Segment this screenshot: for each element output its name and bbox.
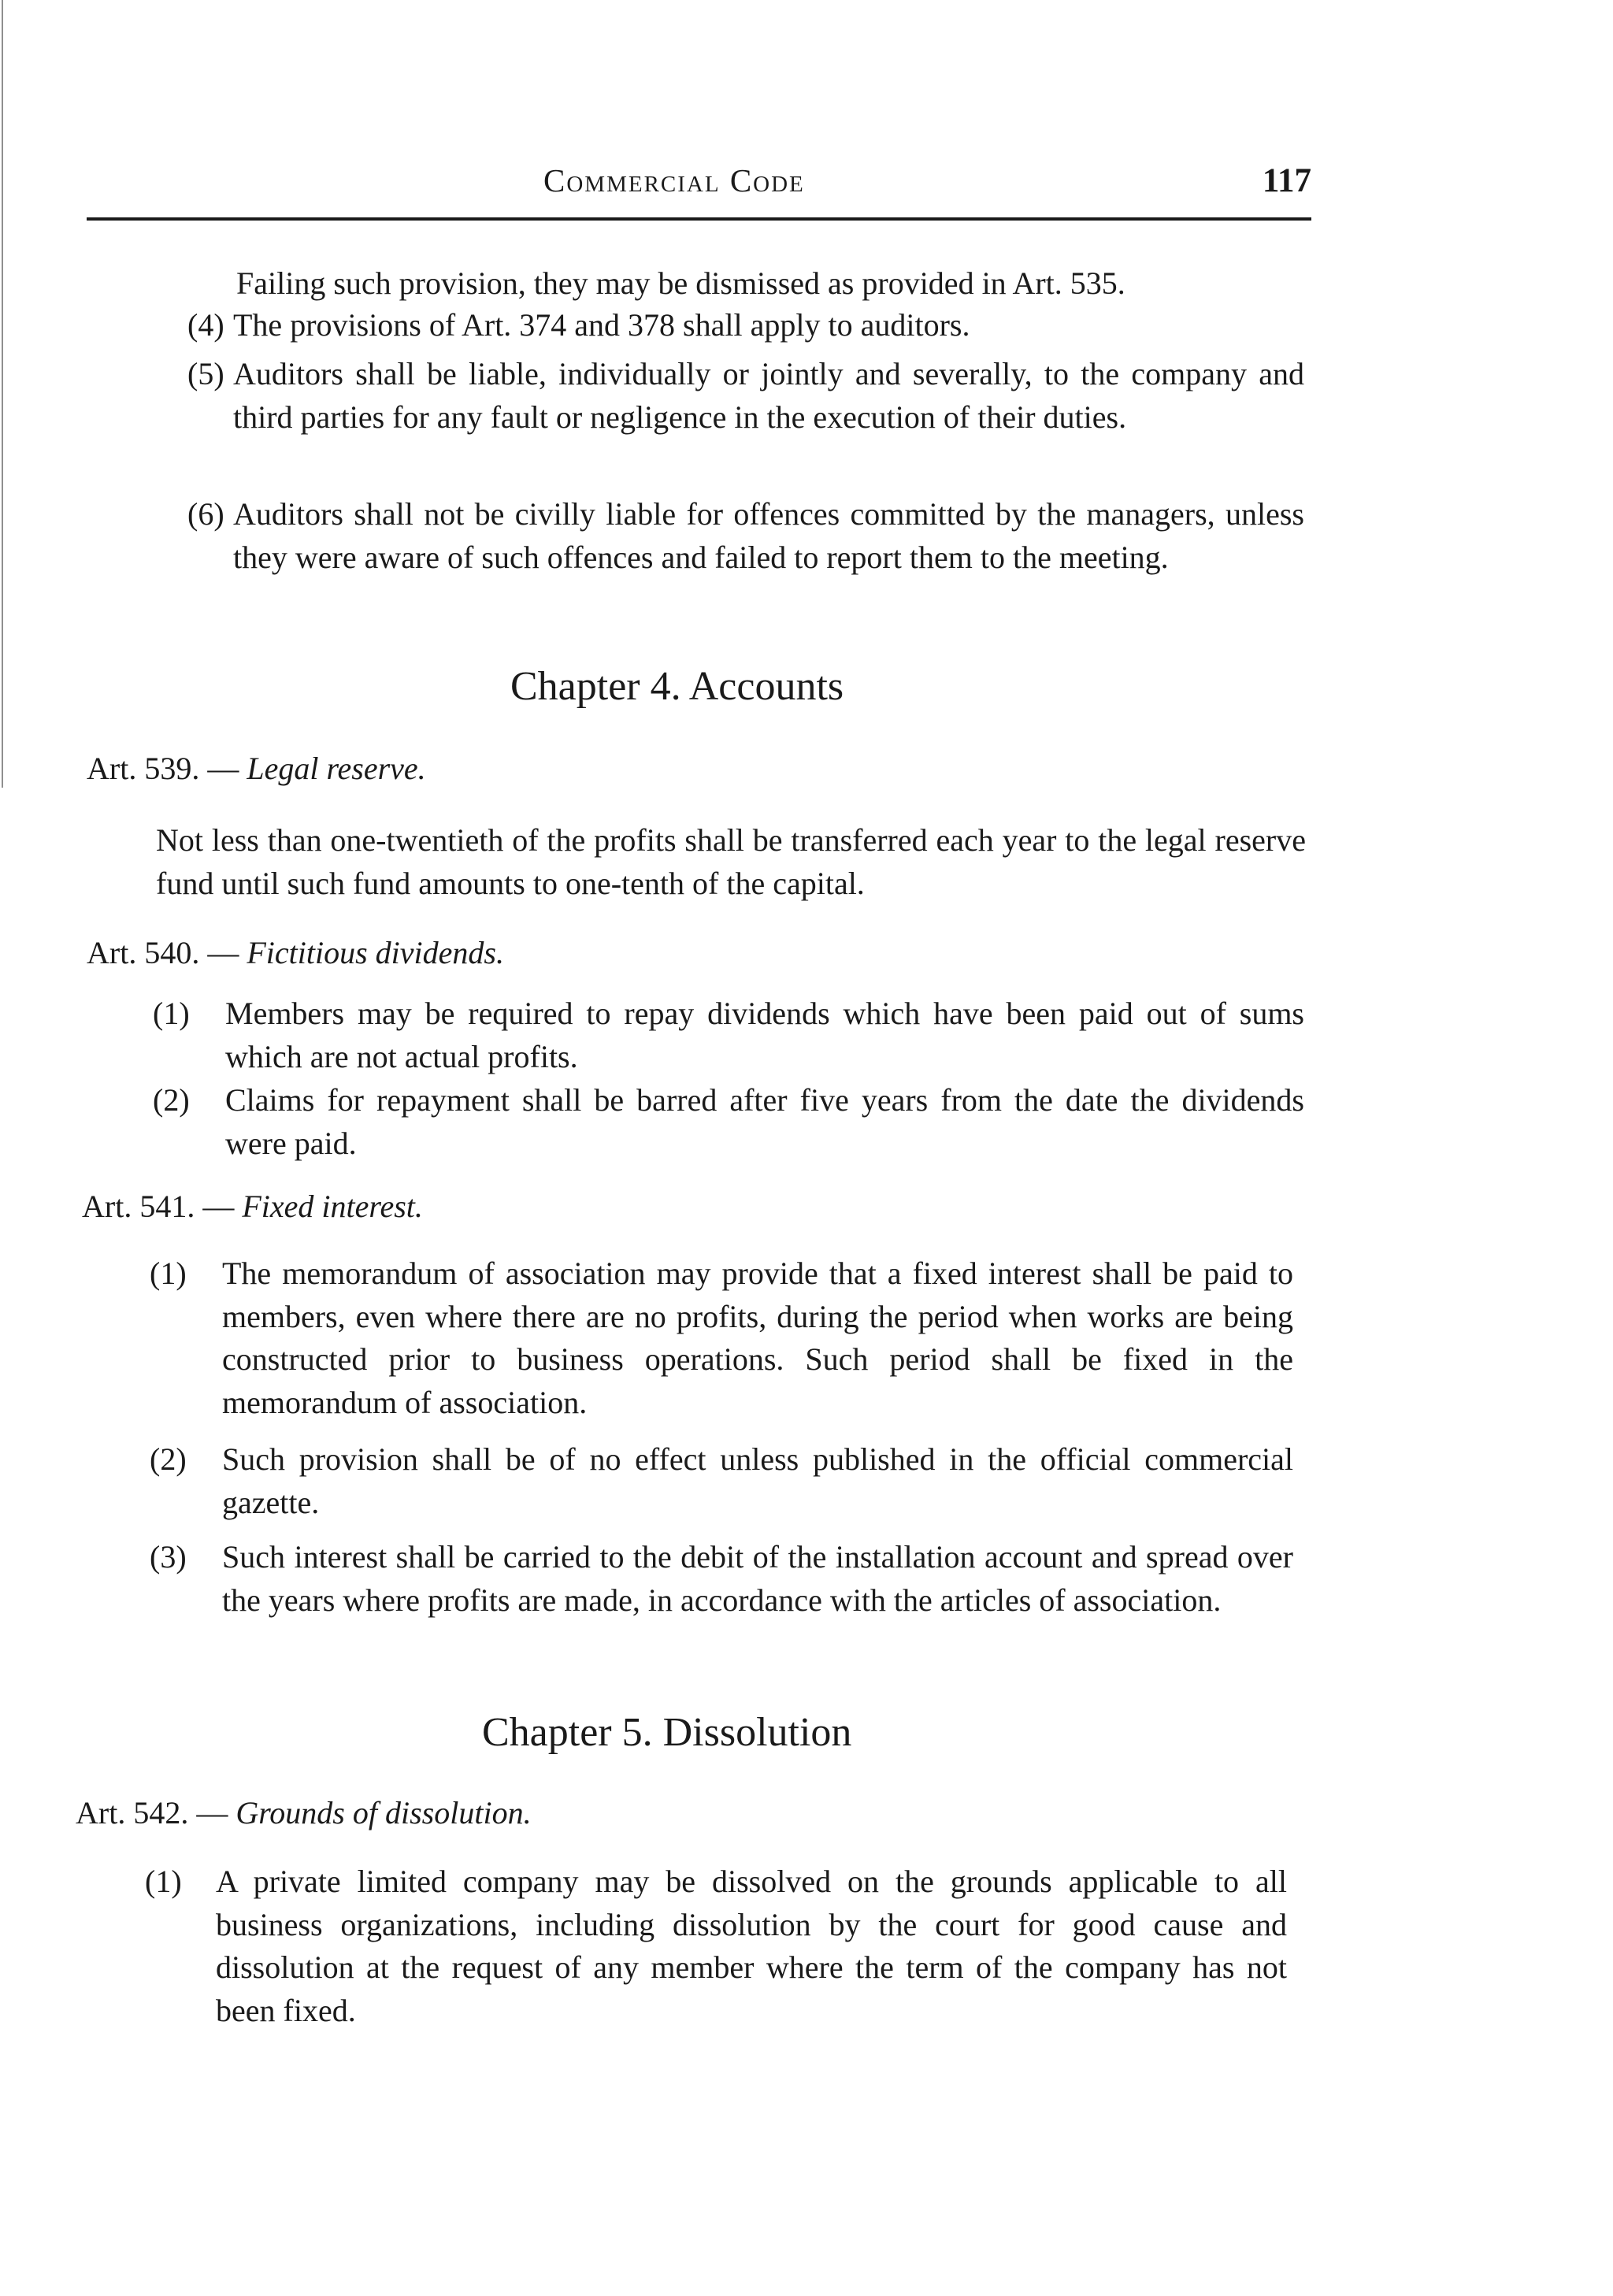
article-label: Art. 540. — <box>87 935 239 970</box>
header-rule <box>87 217 1311 221</box>
item-text: Members may be required to repay dividends which have been paid out of sums which are not actual profits. <box>225 996 1304 1074</box>
item-text: The provisions of Art. 374 and 378 shall apply to auditors. <box>233 307 970 343</box>
continuation-text: Failing such provision, they may be dismissed as provided in Art. 535. <box>236 265 1125 301</box>
item-number: (4) <box>187 307 224 343</box>
item-text: Auditors shall not be civilly liable for offences committed by the managers, unless they were aware of such offences and failed to report them to the meeting. <box>233 496 1304 575</box>
article-heading <box>82 1188 423 1225</box>
chapter-heading: Chapter 4. Accounts <box>510 664 844 709</box>
item-text: Claims for repayment shall be barred after five years from the date the dividends were paid. <box>225 1082 1304 1161</box>
running-head <box>87 161 1311 217</box>
item-text: The memorandum of association may provide that a fixed interest shall be paid to members, even where there are no profits, during the period when works are being constructed prior to business operations. Such period shall be fixed in the memorandum of association. <box>222 1256 1293 1420</box>
item-number: (1) <box>153 996 190 1031</box>
article-title: Grounds of dissolution. <box>235 1795 532 1830</box>
item-number: (5) <box>187 356 224 391</box>
item-number: (3) <box>150 1539 187 1575</box>
article-label: Art. 539. — <box>87 751 239 786</box>
item-text: Such interest shall be carried to the debit of the installation account and spread over the years where profits are made, in accordance with the articles of association. <box>222 1539 1293 1618</box>
item-text: Auditors shall be liable, individually or jointly and severally, to the company and third parties for any fault or negligence in the execution of their duties. <box>233 356 1304 435</box>
article-title: Fixed interest. <box>242 1189 423 1224</box>
item-text: A private limited company may be dissolved on the grounds applicable to all business organizations, including dissolution by the court for good cause and dissolution at the request of any member where the term of the company has not been fixed. <box>216 1864 1287 2028</box>
article-heading <box>76 1794 532 1831</box>
article-title: Fictitious dividends. <box>247 935 504 970</box>
scan-edge-line <box>2 0 3 788</box>
item-number: (1) <box>145 1864 182 1899</box>
article-label: Art. 541. — <box>82 1189 235 1224</box>
page-number: 117 <box>1262 162 1311 199</box>
item-number: (2) <box>150 1441 187 1477</box>
running-title: Commercial Code <box>543 162 805 198</box>
article-label: Art. 542. — <box>76 1795 228 1830</box>
item-text: Such provision shall be of no effect unless published in the official commercial gazette. <box>222 1441 1293 1520</box>
article-heading <box>87 934 504 971</box>
item-number: (1) <box>150 1256 187 1291</box>
article-title: Legal reserve. <box>247 751 426 786</box>
article-text: Not less than one-twentieth of the profits shall be transferred each year to the legal reserve fund until such fund amounts to one-tenth of the capital. <box>156 822 1306 901</box>
item-number: (6) <box>187 496 224 532</box>
article-heading <box>87 750 426 787</box>
item-number: (2) <box>153 1082 190 1118</box>
chapter-heading: Chapter 5. Dissolution <box>482 1710 852 1755</box>
